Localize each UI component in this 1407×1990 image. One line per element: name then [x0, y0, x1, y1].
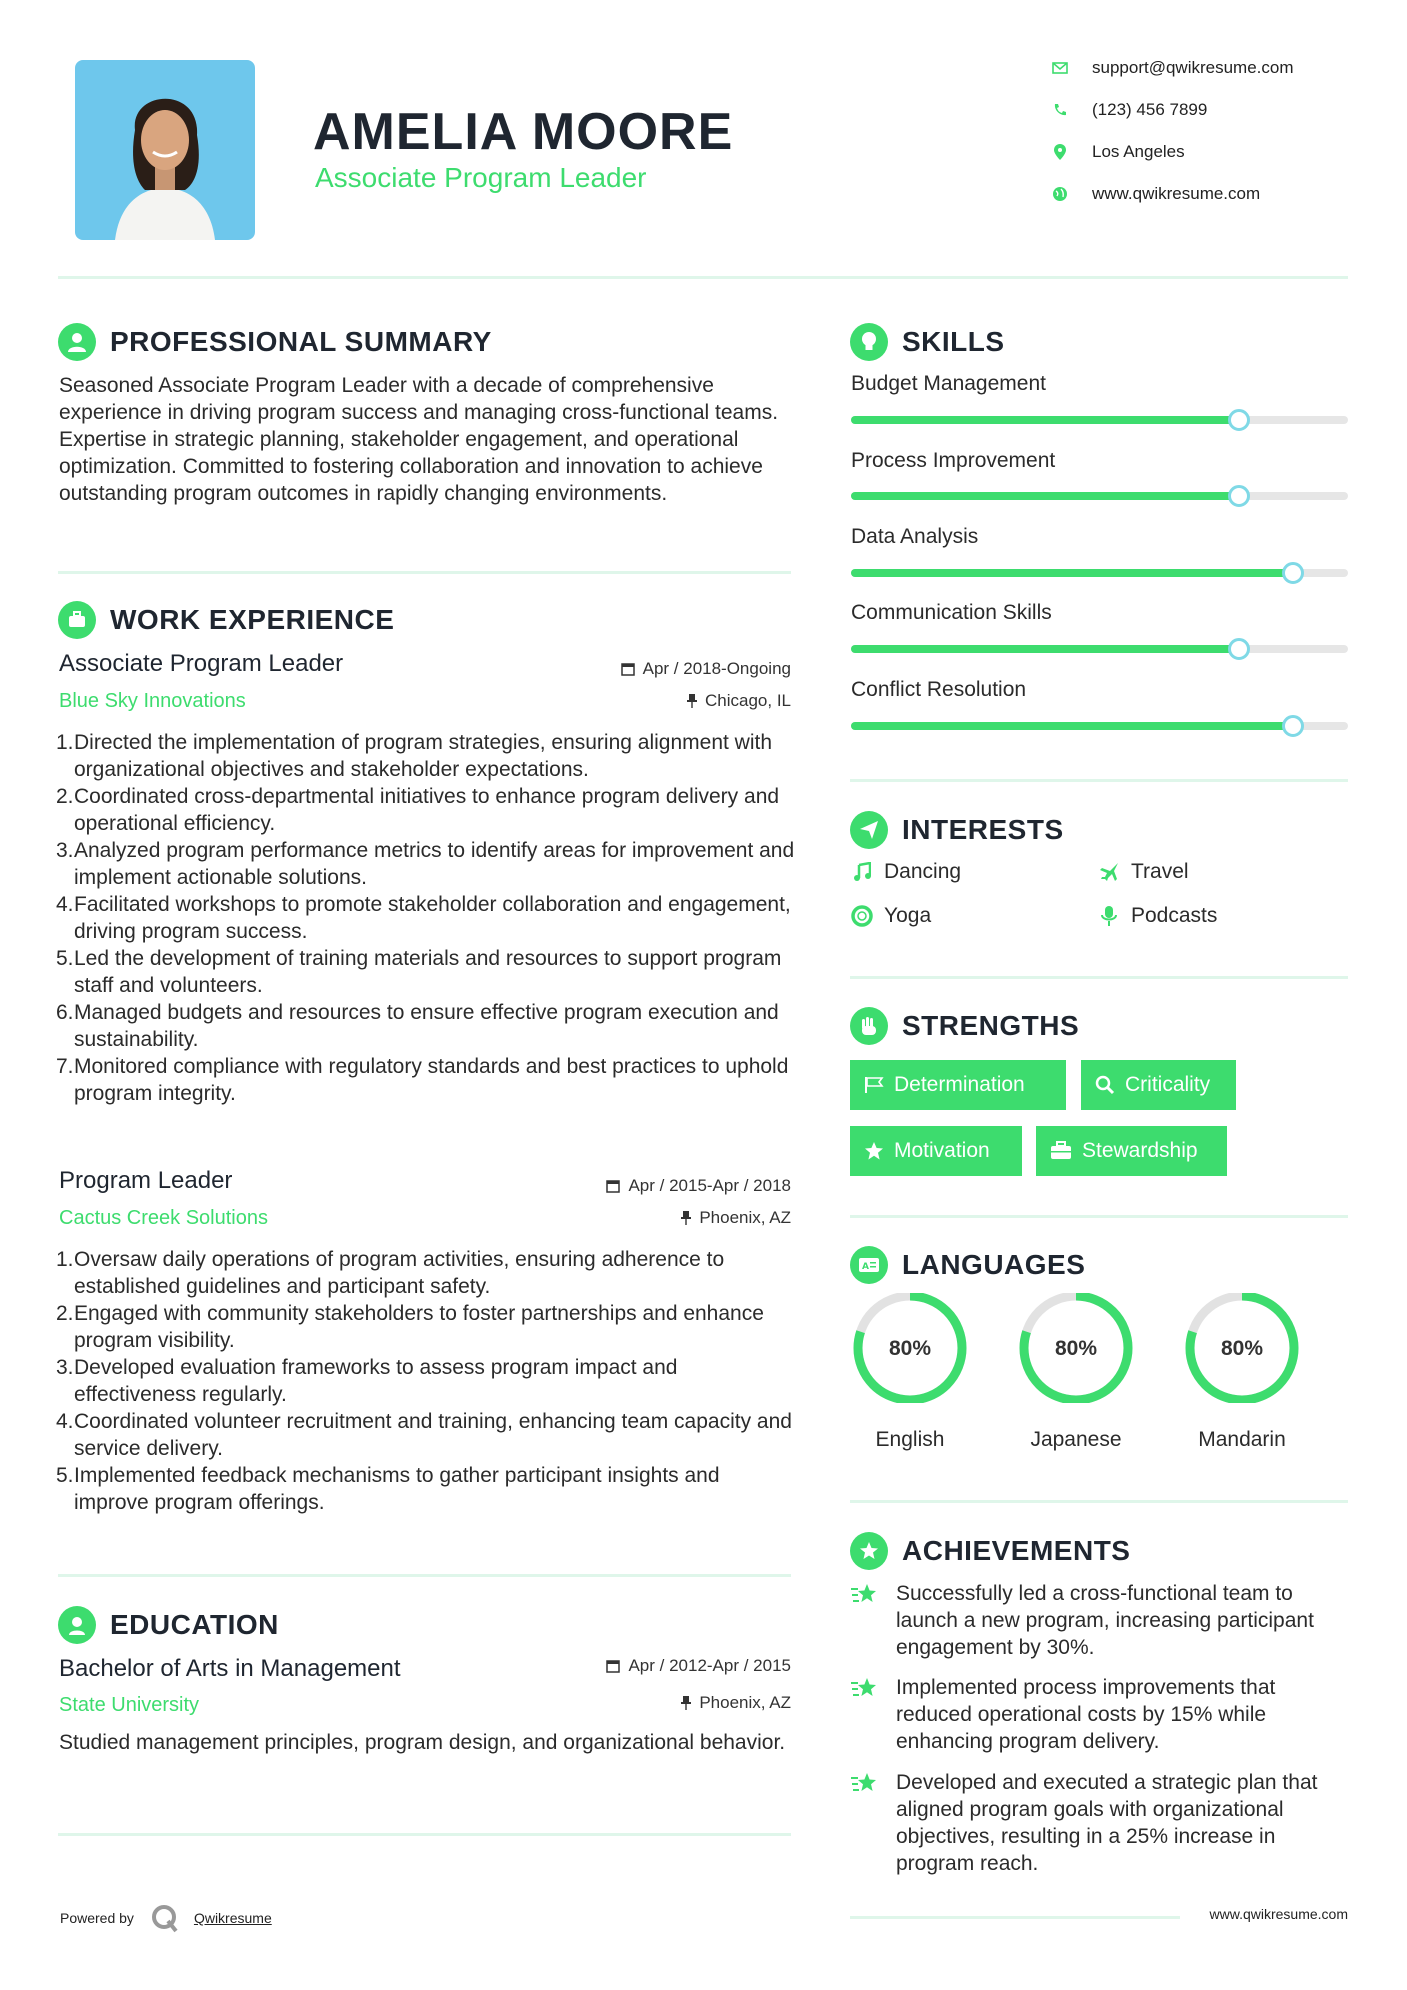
header-divider: [58, 276, 1348, 279]
contact-email[interactable]: [1050, 58, 1294, 78]
skill-bar: [851, 722, 1348, 730]
job-2-location: [500, 1208, 791, 1228]
achievement-item: [850, 1674, 1350, 1755]
lightbulb-icon: [850, 323, 888, 361]
job-2-duties: [58, 1246, 798, 1516]
education-description: Studied management principles, program design, and organizational behavior.: [59, 1731, 786, 1754]
pin-icon: [681, 1211, 691, 1225]
list-item: 1. Directed the implementation of program strategies, ensuring alignment with organizational objectives and stakeholder expectations.: [56, 731, 773, 781]
achievement-item: [850, 1580, 1350, 1661]
footer-divider: [850, 1916, 1180, 1919]
language-name: English: [875, 1428, 945, 1451]
job-1-dates-text: Apr / 2018-Ongoing: [642, 659, 791, 678]
strength-tag: [1081, 1060, 1236, 1110]
strength-label: Criticality: [1125, 1073, 1211, 1096]
interests-title: INTERESTS: [902, 814, 1064, 845]
list-item: 2. Coordinated cross-departmental initiatives to enhance program delivery and operational efficiency.: [56, 785, 780, 835]
education-location-text: Phoenix, AZ: [699, 1693, 791, 1712]
calendar-icon: [606, 1659, 620, 1673]
candidate-name: AMELIA MOORE: [313, 103, 734, 161]
search-icon: [1095, 1075, 1115, 1095]
music-note-icon: [850, 860, 874, 884]
interest-label: Podcasts: [1131, 904, 1218, 927]
list-item: 7. Monitored compliance with regulatory standards and best practices to uphold program integrity.: [56, 1055, 789, 1105]
pin-icon: [687, 694, 697, 708]
contact-phone-text: (123) 456 7899: [1092, 100, 1208, 119]
star-icon: [850, 1674, 880, 1755]
skill-label: Communication Skills: [851, 601, 1052, 624]
interest-label: Dancing: [884, 860, 962, 883]
languages-title: LANGUAGES: [902, 1249, 1086, 1280]
strengths-heading: [850, 1007, 1079, 1045]
contact-phone[interactable]: [1050, 100, 1207, 120]
contact-email-text: support@qwikresume.com: [1092, 58, 1294, 77]
skill-bar-knob: [1282, 715, 1304, 737]
achievements-heading: [850, 1532, 1130, 1570]
experience-divider: [58, 1574, 791, 1577]
summary-text: Seasoned Associate Program Leader with a decade of comprehensive experience in driving program success and managing cross-functional teams. Expertise in strategic planning, stakeholder engagement, and operational optimization. Committed to fostering collaboration and innovation to achieve outstanding program outcomes in rapidly changing environments.: [59, 374, 779, 505]
strength-tag: [850, 1060, 1066, 1110]
interest-item: [850, 904, 931, 928]
contact-website[interactable]: [1050, 184, 1260, 204]
briefcase-icon: [58, 601, 96, 639]
language-rings: [850, 1293, 1350, 1403]
skill-bar-fill: [851, 722, 1293, 730]
user-icon: [58, 323, 96, 361]
language-name: Mandarin: [1198, 1428, 1286, 1451]
profile-photo: [75, 60, 255, 240]
star-icon: [850, 1769, 880, 1877]
calendar-icon: [621, 662, 635, 676]
candidate-title: Associate Program Leader: [315, 162, 647, 193]
flag-icon: [864, 1076, 884, 1094]
qwikresume-logo-icon: [150, 1903, 180, 1933]
education-divider: [58, 1833, 791, 1836]
interest-item: [1097, 904, 1217, 928]
interest-item: [850, 860, 961, 884]
job-1-duties: [58, 729, 798, 1107]
map-pin-icon: [1050, 142, 1070, 162]
skills-heading: [850, 323, 1005, 361]
interest-item: [1097, 860, 1189, 884]
list-item: 3. Developed evaluation frameworks to assess program impact and effectiveness regularly.: [56, 1356, 678, 1406]
powered-by-text: Powered by: [60, 1910, 134, 1926]
languages-chart: [850, 1293, 1350, 1473]
experience-title: WORK EXPERIENCE: [110, 604, 395, 635]
list-item: 4. Facilitated workshops to promote stakeholder collaboration and engagement, driving program success.: [56, 893, 791, 943]
summary-title: PROFESSIONAL SUMMARY: [110, 326, 492, 357]
education-school: State University: [59, 1694, 200, 1716]
contact-website-text: www.qwikresume.com: [1092, 184, 1261, 203]
star-icon: [850, 1580, 880, 1661]
language-percent: 80%: [1054, 1337, 1098, 1360]
list-item: 4. Coordinated volunteer recruitment and training, enhancing team capacity and service delivery.: [56, 1410, 792, 1460]
skill-bar: [851, 645, 1348, 653]
education-title: EDUCATION: [110, 1609, 279, 1640]
envelope-icon: [1050, 58, 1070, 78]
footer-powered: [60, 1903, 272, 1933]
job-2-location-text: Phoenix, AZ: [699, 1208, 791, 1227]
job-2-dates-text: Apr / 2015-Apr / 2018: [628, 1176, 791, 1195]
skill-label: Process Improvement: [851, 449, 1056, 472]
summary-divider: [58, 571, 791, 574]
contact-location: [1050, 142, 1185, 162]
achievement-text: Implemented process improvements that reduced operational costs by 15% while enhancing program delivery.: [896, 1676, 1276, 1753]
list-item: 3. Analyzed program performance metrics to identify areas for improvement and implement actionable solutions.: [56, 839, 795, 889]
skill-bar: [851, 492, 1348, 500]
languages-divider: [850, 1500, 1348, 1503]
skill-bar-fill: [851, 569, 1293, 577]
brand-link[interactable]: Qwikresume: [193, 1910, 272, 1926]
microphone-icon: [1097, 904, 1121, 928]
strengths-title: STRENGTHS: [902, 1010, 1080, 1041]
list-item: 6. Managed budgets and resources to ensure effective program execution and sustainability.: [56, 1001, 779, 1051]
list-item: 5. Led the development of training materials and resources to support program staff and volunteers.: [56, 947, 782, 997]
hand-icon: [850, 1007, 888, 1045]
briefcase-icon: [1050, 1141, 1072, 1161]
education-dates-text: Apr / 2012-Apr / 2015: [628, 1656, 791, 1675]
interest-label: Yoga: [884, 904, 932, 927]
star-icon: [864, 1141, 884, 1161]
skill-bar-knob: [1228, 485, 1250, 507]
interest-label: Travel: [1131, 860, 1189, 883]
skill-bar-fill: [851, 645, 1239, 653]
job-2-company: Cactus Creek Solutions: [59, 1207, 268, 1229]
skill-label: Conflict Resolution: [851, 678, 1027, 701]
job-1-title: Associate Program Leader: [59, 650, 344, 677]
skill-bar-knob: [1228, 638, 1250, 660]
skill-bar-knob: [1228, 409, 1250, 431]
language-card-icon: [850, 1246, 888, 1284]
airplane-icon: [1097, 860, 1121, 884]
calendar-icon: [606, 1179, 620, 1193]
footer-website[interactable]: www.qwikresume.com: [1209, 1906, 1348, 1922]
strength-label: Motivation: [894, 1139, 990, 1162]
achievement-text: Developed and executed a strategic plan that aligned program goals with organizational objectives, resulting in a 25% increase in program reach.: [896, 1771, 1318, 1875]
achievement-item: [850, 1769, 1350, 1877]
job-2-dates: [500, 1176, 791, 1196]
skill-bar-fill: [851, 492, 1239, 500]
list-item: 2. Engaged with community stakeholders to foster partnerships and enhance program visibility.: [56, 1302, 764, 1352]
contact-location-text: Los Angeles: [1092, 142, 1185, 161]
languages-heading: [850, 1246, 1085, 1284]
job-1-dates: [500, 659, 791, 679]
phone-icon: [1050, 100, 1070, 120]
interests-heading: [850, 811, 1064, 849]
skill-label: Budget Management: [851, 372, 1046, 395]
graduate-icon: [58, 1606, 96, 1644]
skill-bar: [851, 416, 1348, 424]
job-1-location: [500, 691, 791, 711]
skill-bar: [851, 569, 1348, 577]
job-1-location-text: Chicago, IL: [705, 691, 791, 710]
skill-label: Data Analysis: [851, 525, 979, 548]
strength-label: Determination: [894, 1073, 1025, 1096]
summary-heading: [58, 323, 492, 361]
achievements-title: ACHIEVEMENTS: [902, 1535, 1131, 1566]
education-location: [500, 1693, 791, 1713]
list-item: 1. Oversaw daily operations of program activities, ensuring adherence to established guidelines and participant safety.: [56, 1248, 725, 1298]
skill-bar-knob: [1282, 562, 1304, 584]
globe-icon: [1050, 184, 1070, 204]
language-percent: 80%: [888, 1337, 932, 1360]
award-icon: [850, 1532, 888, 1570]
achievement-text: Successfully led a cross-functional team to launch a new program, increasing participant engagement by 30%.: [896, 1582, 1314, 1659]
svg-text:A: A: [862, 1262, 869, 1272]
strength-tag: [1036, 1126, 1227, 1176]
education-heading: [58, 1606, 279, 1644]
skills-divider: [850, 779, 1348, 782]
job-2-title: Program Leader: [59, 1167, 233, 1194]
experience-heading: [58, 601, 394, 639]
language-percent: 80%: [1220, 1337, 1264, 1360]
education-degree: Bachelor of Arts in Management: [59, 1655, 401, 1682]
list-item: 5. Implemented feedback mechanisms to gather participant insights and improve program offerings.: [56, 1464, 720, 1514]
paper-plane-icon: [850, 811, 888, 849]
pin-icon: [681, 1696, 691, 1710]
strengths-divider: [850, 1215, 1348, 1218]
strength-label: Stewardship: [1082, 1139, 1198, 1162]
lifebuoy-icon: [850, 904, 874, 928]
skills-title: SKILLS: [902, 326, 1005, 357]
strength-tag: [850, 1126, 1022, 1176]
skill-bar-fill: [851, 416, 1239, 424]
education-dates: [500, 1656, 791, 1676]
job-1-company: Blue Sky Innovations: [59, 690, 246, 712]
language-name: Japanese: [1030, 1428, 1122, 1451]
interests-divider: [850, 976, 1348, 979]
